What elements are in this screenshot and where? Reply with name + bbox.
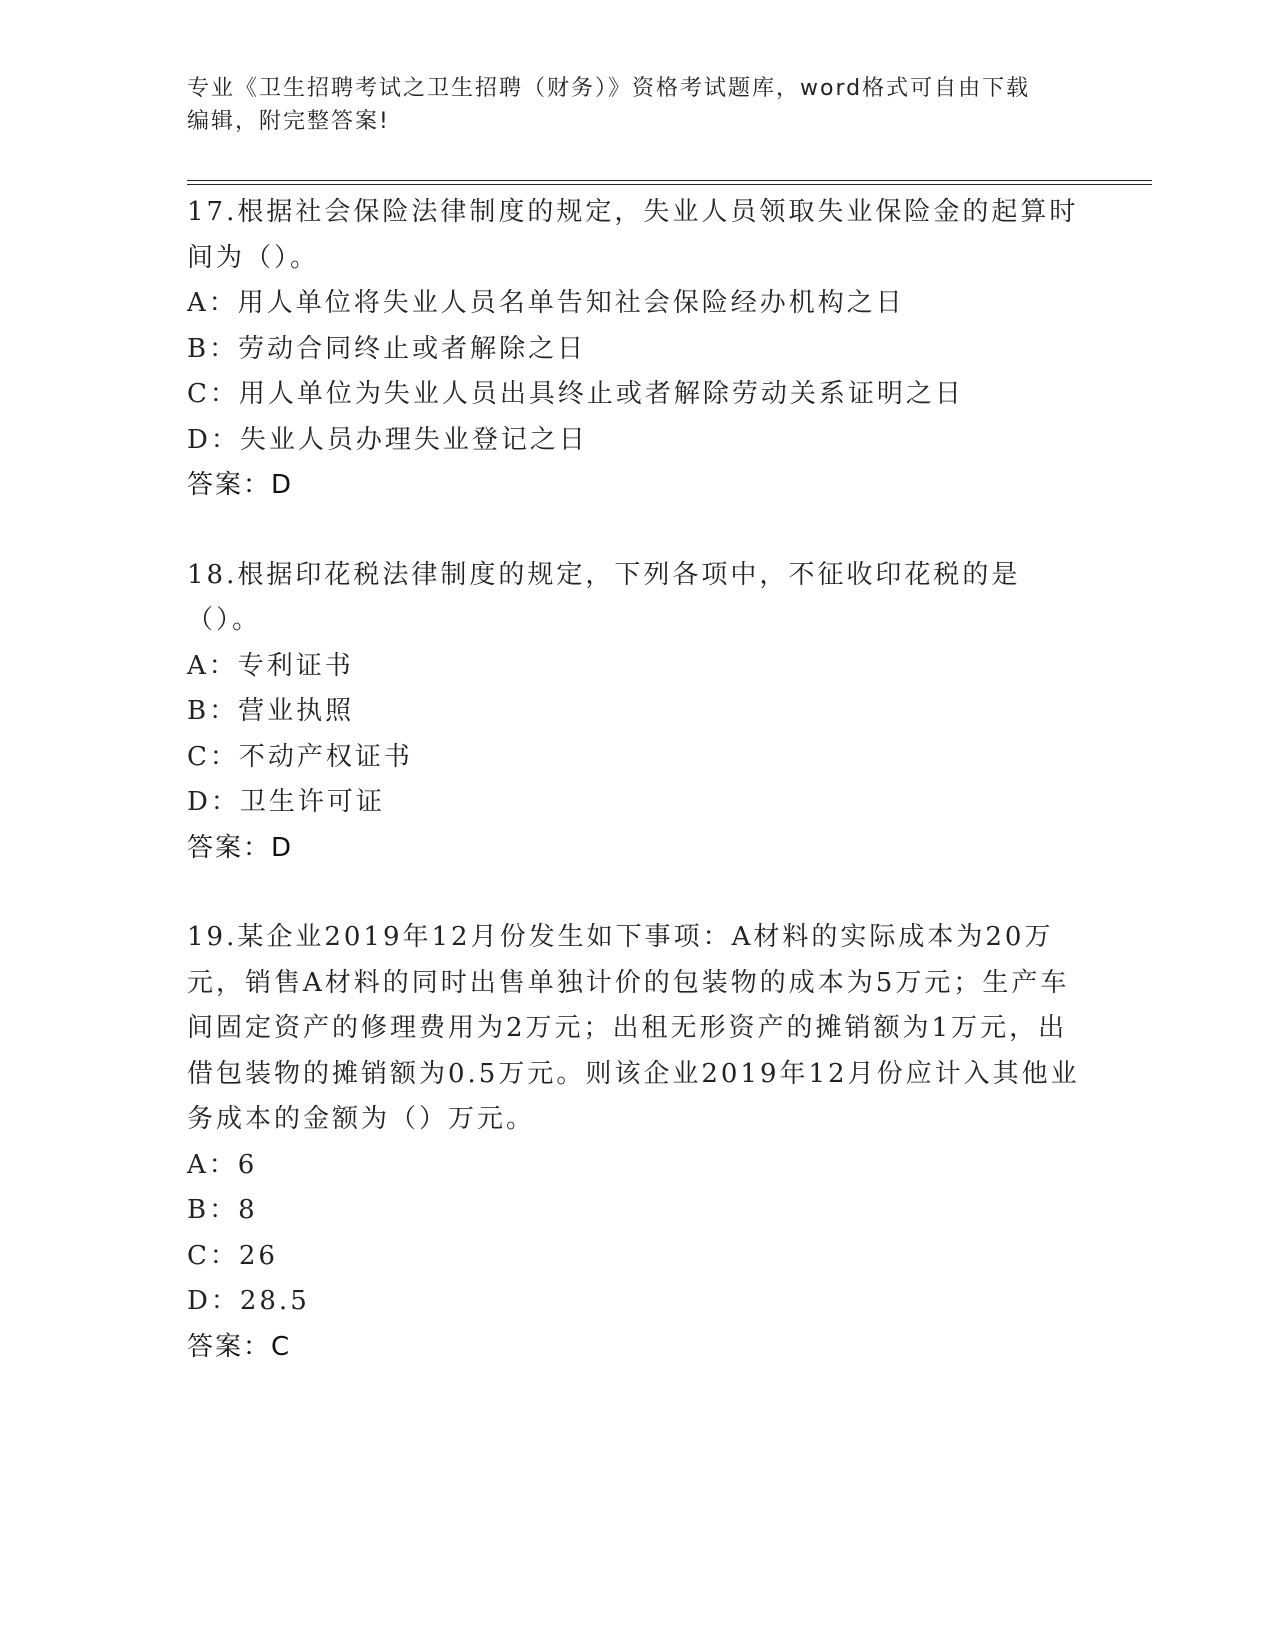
option-a: A：专利证书 — [187, 650, 354, 681]
question-19 — [187, 915, 1087, 1370]
option-b: B：劳动合同终止或者解除之日 — [187, 333, 587, 364]
question-18 — [187, 553, 1087, 872]
question-spacer — [187, 871, 1087, 915]
option-a: A：用人单位将失业人员名单告知社会保险经办机构之日 — [187, 288, 905, 318]
option-d: D：28.5 — [187, 1286, 310, 1316]
question-17 — [187, 190, 1087, 509]
option-d: D：卫生许可证 — [187, 787, 385, 817]
answer-line: 答案：D — [187, 832, 294, 863]
header-line-1: 专业《卫生招聘考试之卫生招聘（财务）》资格考试题库，word格式可自由下载 — [187, 76, 1031, 101]
option-b: B：8 — [187, 1195, 258, 1225]
option-a: A：6 — [187, 1149, 258, 1180]
option-d: D：失业人员办理失业登记之日 — [187, 424, 588, 455]
question-spacer — [187, 509, 1087, 553]
question-stem: 19.某企业2019年12月份发生如下事项：A材料的实际成本为20万元，销售A材料的同时出售单独计价的包装物的成本为5万元；生产车间固定资产的修理费用为2万元；出租无形资产的摊销额为1万元，出借包装物的摊销额为0.5万元。则该企业2019年12月份应计入其他业务成本的金额为（）万元。 — [187, 922, 1080, 1134]
document-header — [187, 72, 1087, 138]
option-b: B：营业执照 — [187, 696, 355, 726]
option-c: C：26 — [187, 1240, 278, 1271]
question-stem: 17.根据社会保险法律制度的规定，失业人员领取失业保险金的起算时间为（）。 — [187, 197, 1079, 273]
answer-line: 答案：C — [187, 1331, 292, 1362]
header-rule-top — [187, 180, 1152, 181]
option-c: C：用人单位为失业人员出具终止或者解除劳动关系证明之日 — [187, 379, 964, 409]
header-line-2: 编辑，附完整答案! — [187, 109, 390, 134]
option-c: C：不动产权证书 — [187, 741, 413, 772]
header-rule-bottom — [187, 184, 1152, 185]
question-list — [187, 190, 1087, 1370]
question-stem: 18.根据印花税法律制度的规定，下列各项中，不征收印花税的是（）。 — [187, 559, 1021, 635]
answer-line: 答案：D — [187, 470, 294, 500]
